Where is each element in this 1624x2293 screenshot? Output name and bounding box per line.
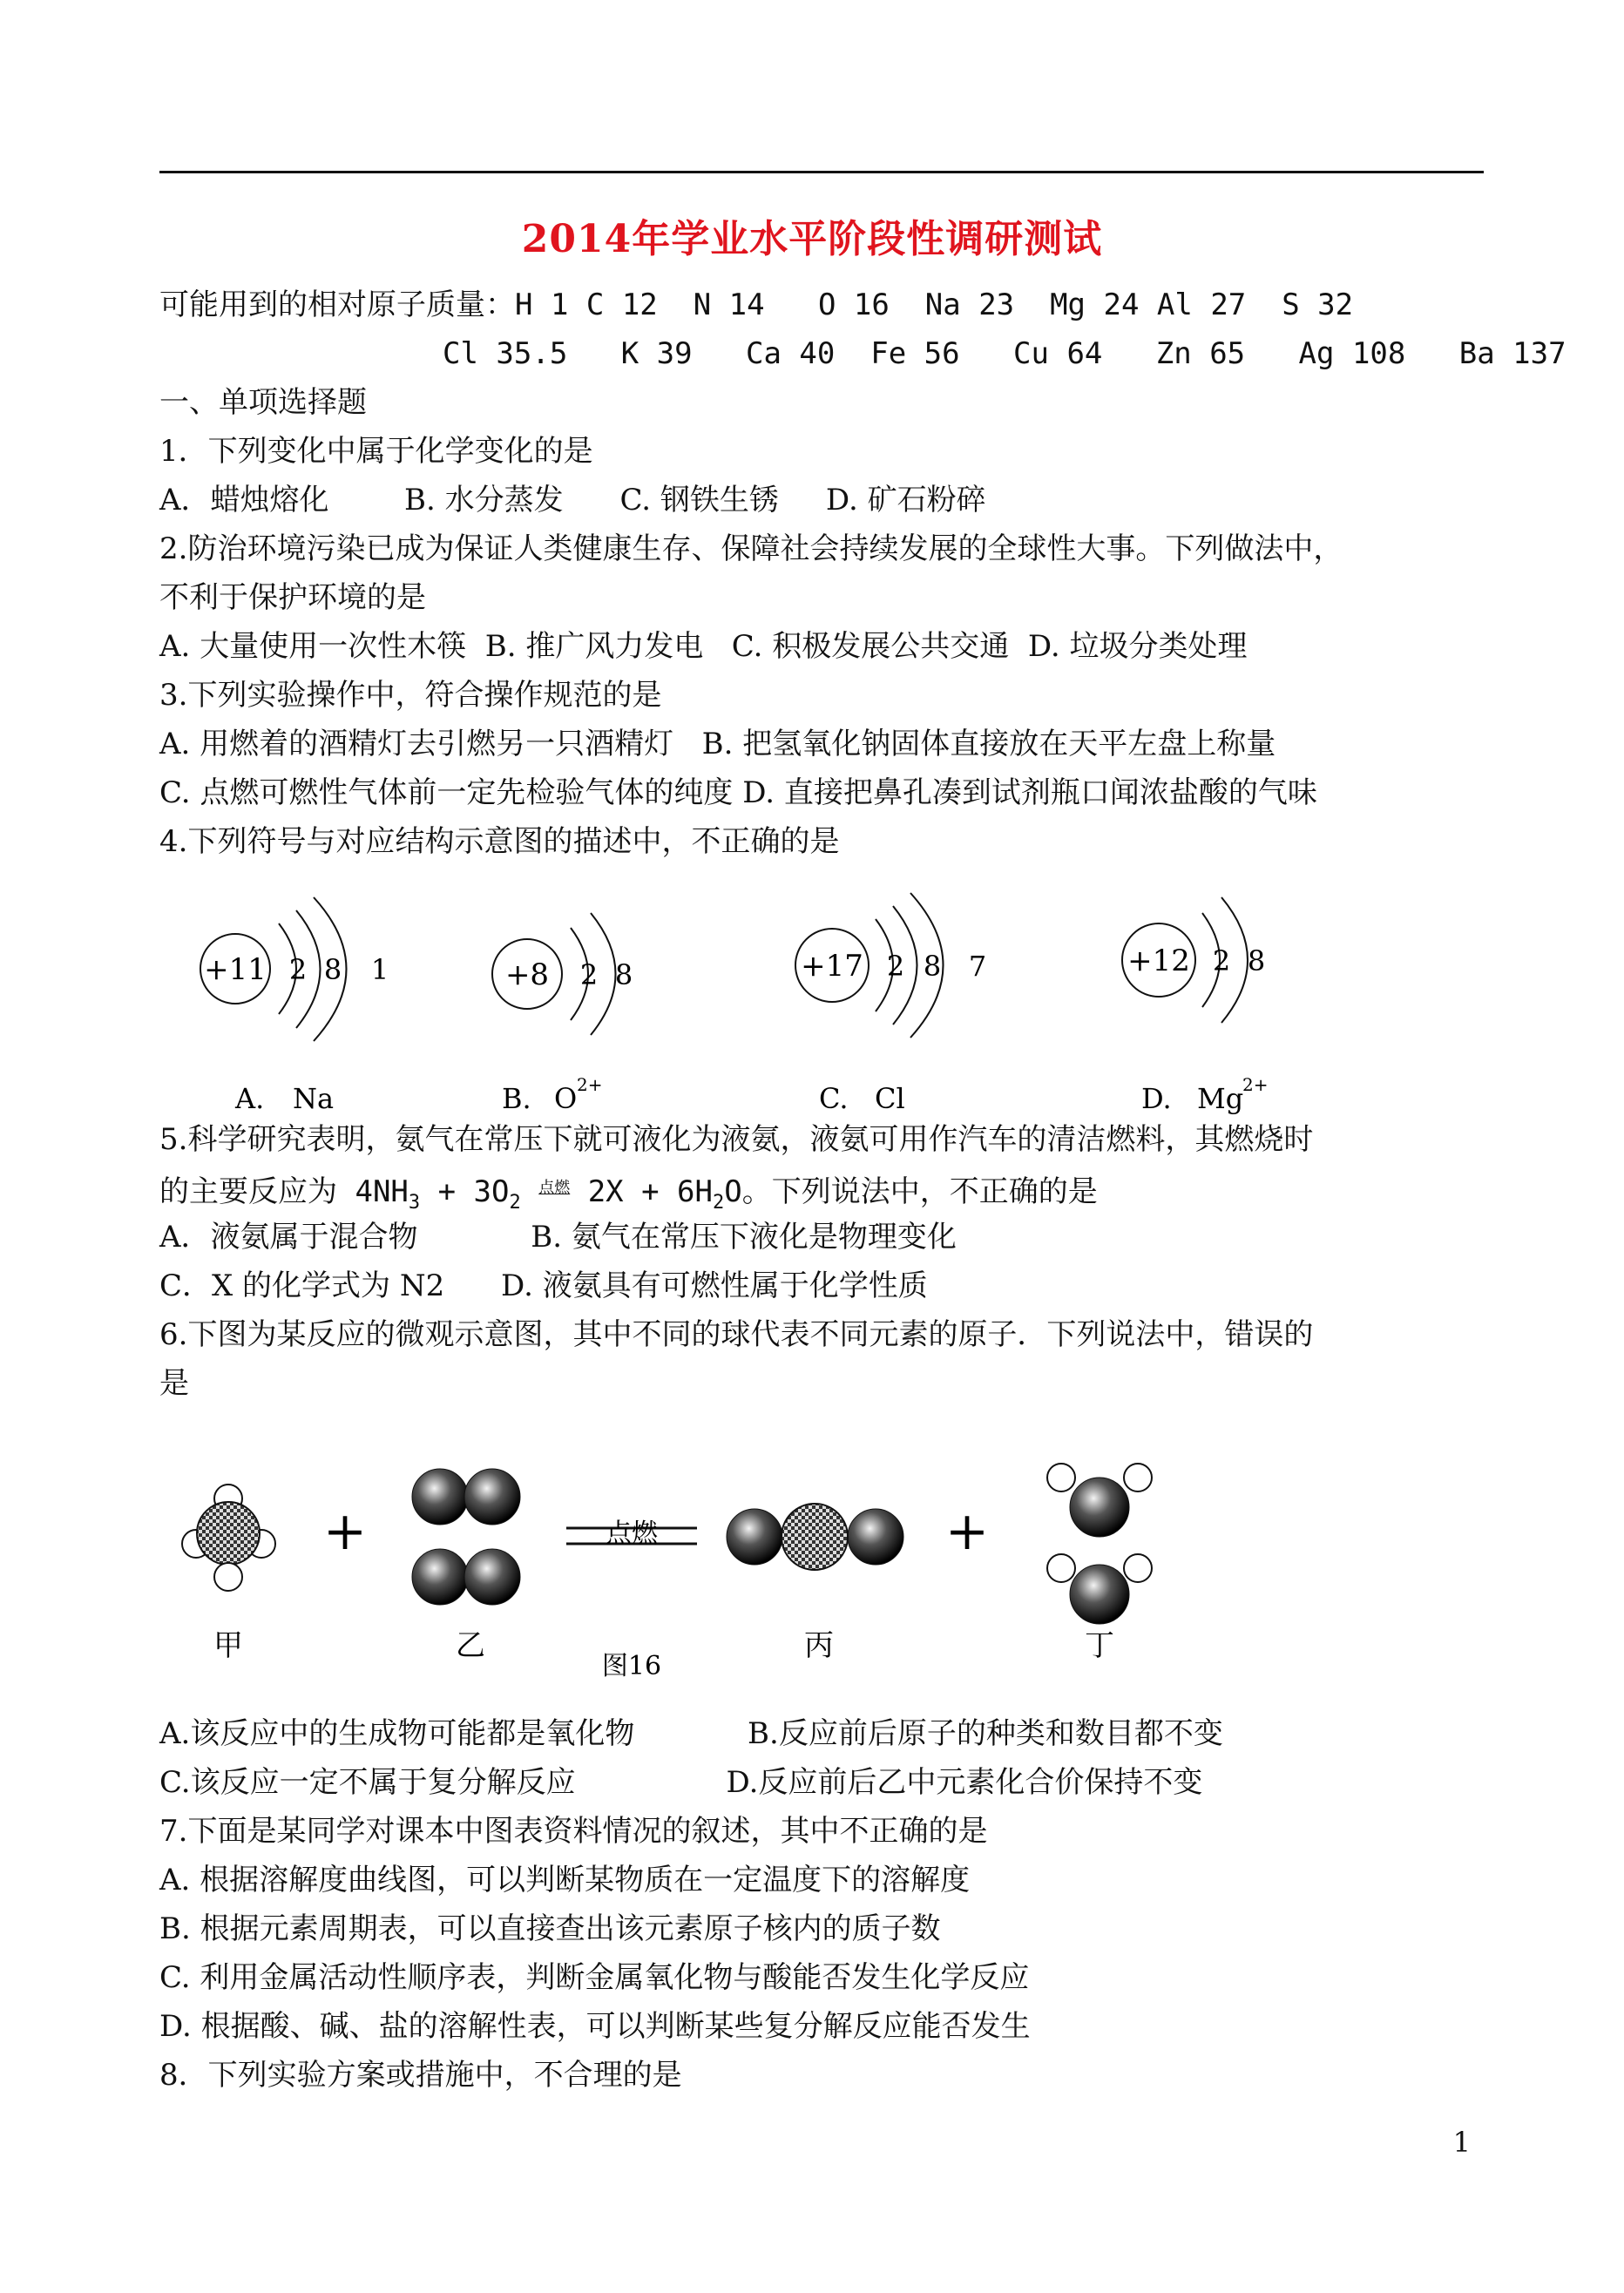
fig-condition: 点燃 <box>606 1519 658 1549</box>
page-title: 2014年学业水平阶段性调研测试 <box>521 217 1103 261</box>
shell-b-1: 2 <box>579 958 599 991</box>
q5-eq-part2: + 3O <box>420 1174 510 1209</box>
q1-stem: 1．下列变化中属于化学变化的是 <box>159 434 593 469</box>
symbol-c: Cl <box>875 1082 905 1115</box>
q5-eq-part1: 的主要反应为 4NH <box>159 1174 409 1209</box>
atom-diagram-a <box>200 897 389 1115</box>
charge-d: 2+ <box>1242 1074 1269 1095</box>
charge-b: 2+ <box>577 1074 603 1095</box>
q5-options-cd: C．X 的化学式为 N2 D. 液氨具有可燃性属于化学性质 <box>159 1268 928 1303</box>
q6-options-ab: A.该反应中的生成物可能都是氧化物 B.反应前后原子的种类和数目都不变 <box>159 1716 1223 1751</box>
nucleus-d: +12 <box>1127 944 1190 978</box>
q5-sub-2b: 2 <box>713 1191 725 1214</box>
q5-eq-part3: 2X + 6H <box>570 1174 713 1209</box>
shell-d-1: 2 <box>1212 944 1231 977</box>
atom-diagram-d <box>1122 897 1268 1115</box>
shell-b-2: 8 <box>614 958 633 991</box>
q5-stem-1: 5.科学研究表明，氨气在常压下就可液化为液氨，液氨可用作汽车的清洁燃料，其燃烧时 <box>159 1122 1314 1157</box>
q7-option-c: C. 利用金属活动性顺序表，判断金属氧化物与酸能否发生化学反应 <box>159 1960 1030 1995</box>
q6-options-cd: C.该反应一定不属于复分解反应 D.反应前后乙中元素化合价保持不变 <box>159 1765 1203 1800</box>
symbol-d: Mg <box>1197 1082 1244 1115</box>
label-ding: 丁 <box>1085 1628 1114 1663</box>
q7-stem: 7.下面是某同学对课本中图表资料情况的叙述，其中不正确的是 <box>159 1814 988 1849</box>
reaction-condition: 点燃 <box>538 1179 571 1197</box>
reaction-micro-diagram <box>0 1446 1624 1708</box>
page-number: 1 <box>1452 2126 1471 2159</box>
fig-caption: 图16 <box>601 1651 662 1681</box>
label-b: B. <box>502 1082 531 1115</box>
shell-c-2: 8 <box>923 950 942 983</box>
q2-stem-1: 2.防治环境污染已成为保证人类健康生存、保障社会持续发展的全球性大事。下列做法中， <box>159 531 1343 566</box>
plus-2: + <box>944 1501 990 1562</box>
q3-options-cd: C. 点燃可燃性气体前一定先检验气体的纯度 D. 直接把鼻孔凑到试剂瓶口闻浓盐酸的气味 <box>159 775 1317 810</box>
q5-options-ab: A．液氨属于混合物 B. 氨气在常压下液化是物理变化 <box>159 1220 957 1255</box>
nucleus-c: +17 <box>801 949 863 984</box>
nucleus-b: +8 <box>504 957 550 992</box>
q8-stem: 8．下列实验方案或措施中，不合理的是 <box>159 2058 682 2093</box>
symbol-b: O <box>554 1082 578 1115</box>
section-heading: 一、单项选择题 <box>159 385 367 420</box>
symbol-a: Na <box>293 1082 335 1115</box>
label-yi: 乙 <box>456 1628 485 1663</box>
q3-stem: 3.下列实验操作中，符合操作规范的是 <box>159 678 662 713</box>
atomic-mass-line1: 可能用到的相对原子质量：H 1 C 12 N 14 O 16 Na 23 Mg 24 Al 27 S 32 <box>159 287 1354 322</box>
q4-stem: 4.下列符号与对应结构示意图的描述中，不正确的是 <box>159 824 840 859</box>
label-jia: 甲 <box>213 1628 243 1663</box>
label-c: C. <box>819 1082 849 1115</box>
nucleus-a: +11 <box>204 952 267 987</box>
shell-a-3: 1 <box>370 953 389 986</box>
q5-sub-2: 2 <box>509 1191 521 1214</box>
q5-sub-3: 3 <box>408 1191 421 1214</box>
shell-a-2: 8 <box>323 953 342 986</box>
label-a: A. <box>235 1082 265 1115</box>
q7-option-a: A. 根据溶解度曲线图，可以判断某物质在一定温度下的溶解度 <box>159 1863 971 1897</box>
q7-option-d: D. 根据酸、碱、盐的溶解性表，可以判断某些复分解反应能否发生 <box>159 2009 1031 2044</box>
shell-a-1: 2 <box>288 953 308 986</box>
atomic-mass-line2: Cl 35.5 K 39 Ca 40 Fe 56 Cu 64 Zn 65 Ag 108 Ba 137 <box>443 336 1566 371</box>
q7-option-b: B. 根据元素周期表，可以直接查出该元素原子核内的质子数 <box>159 1911 941 1946</box>
shell-d-2: 8 <box>1247 944 1266 977</box>
shell-c-3: 7 <box>968 950 987 983</box>
q6-stem-2: 是 <box>159 1366 189 1401</box>
molecule-jia <box>182 1485 275 1591</box>
atom-diagram-c <box>795 893 986 1115</box>
q3-options-ab: A. 用燃着的酒精灯去引燃另一只酒精灯 B. 把氢氧化钠固体直接放在天平左盘上称量 <box>159 727 1276 761</box>
molecule-ding <box>1047 1464 1152 1624</box>
molecule-yi <box>412 1469 520 1605</box>
plus-1: + <box>322 1501 368 1562</box>
molecule-bing <box>727 1504 903 1570</box>
atom-diagram-b <box>492 913 633 1115</box>
label-d: D. <box>1141 1082 1172 1115</box>
q5-eq-part4: O。下列说法中，不正确的是 <box>724 1174 1098 1209</box>
q2-options: A. 大量使用一次性木筷 B. 推广风力发电 C. 积极发展公共交通 D. 垃圾分类处理 <box>159 629 1248 664</box>
header-rule <box>159 171 1484 173</box>
shell-c-1: 2 <box>886 950 905 983</box>
q2-stem-2: 不利于保护环境的是 <box>159 580 426 615</box>
label-bing: 丙 <box>804 1628 834 1663</box>
reaction-equals <box>566 1519 697 1549</box>
atom-structure-diagrams <box>0 871 1624 1133</box>
q6-stem-1: 6.下图为某反应的微观示意图，其中不同的球代表不同元素的原子．下列说法中，错误的 <box>159 1317 1314 1352</box>
q5-stem-2 <box>159 1171 1098 1221</box>
q1-options: A．蜡烛熔化 B. 水分蒸发 C. 钢铁生锈 D. 矿石粉碎 <box>159 483 986 517</box>
